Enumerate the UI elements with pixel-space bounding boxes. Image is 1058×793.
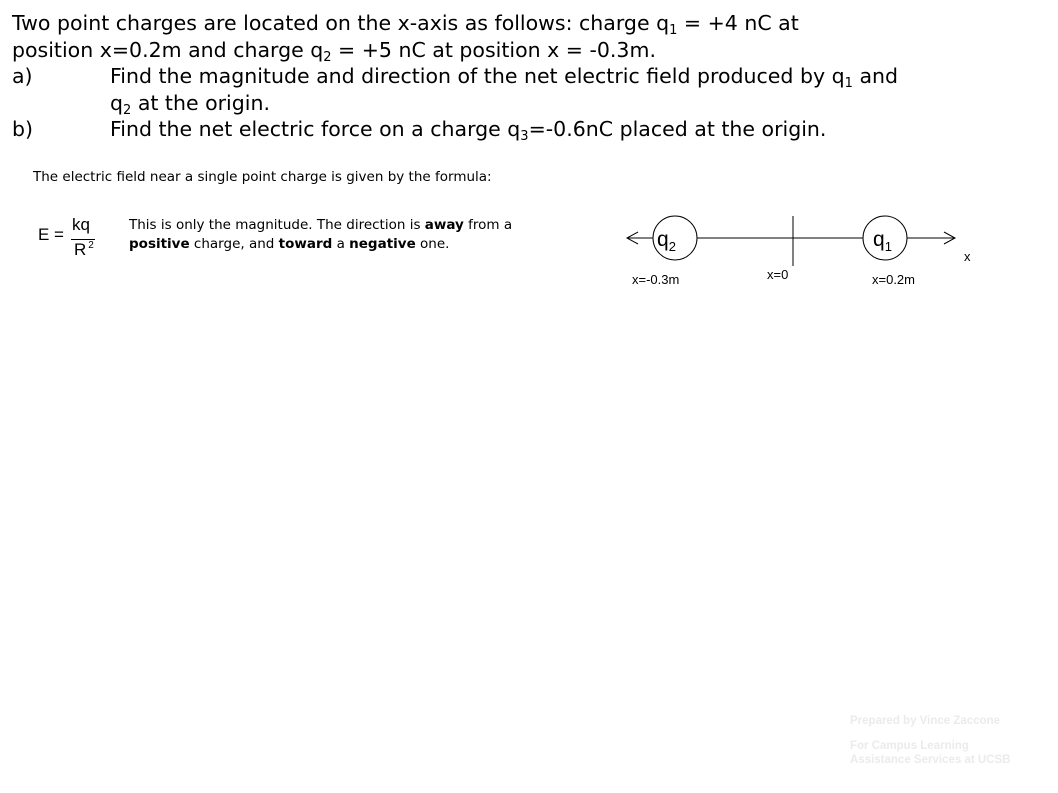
q2-position-label: x=-0.3m — [632, 272, 680, 287]
formula-lhs: E = — [38, 225, 64, 244]
footer-line-2: For Campus Learning — [850, 740, 969, 752]
formula-intro: The electric field near a single point charge is given by the formula: — [33, 169, 492, 185]
charge-diagram — [620, 210, 990, 300]
footer-line-3: Assistance Services at UCSB — [850, 754, 1011, 766]
q1-position-label: x=0.2m — [872, 272, 915, 287]
formula-denominator: R $^2$ — [74, 240, 94, 259]
origin-label: x=0 — [767, 267, 789, 282]
q1-label: $q_1$ — [873, 228, 892, 254]
part-b: b) Find the net electric force on a charge $q_3=-0.6nC$ placed at the origin. — [12, 117, 827, 144]
problem-line-1: Two point charges are located on the x-axis as follows: charge $q_1 = +4$ nC at — [12, 11, 799, 38]
q2-label: $q_2$ — [657, 228, 676, 254]
problem-line-2: position x=0.2m and charge $q_2 = +5$ nC at position x = -0.3m. — [12, 37, 656, 65]
credits-footer — [850, 714, 1010, 767]
axis-label-x: x — [964, 249, 971, 264]
part-a: a) Find the magnitude and direction of the net electric field produced by $q_1$ and — [12, 64, 899, 91]
formula-numerator: kq — [72, 215, 90, 234]
problem-statement — [12, 10, 1052, 143]
footer-line-1: Prepared by Vince Zaccone — [850, 715, 1000, 727]
part-a-label: a) — [12, 64, 33, 88]
electric-field-formula — [38, 215, 118, 262]
part-b-label: b) — [12, 117, 34, 141]
direction-note: This is only the magnitude. The direction is away from a positive charge, and toward a negative one. — [129, 217, 513, 252]
part-a-continued: $q_2$ at the origin. — [110, 90, 270, 118]
